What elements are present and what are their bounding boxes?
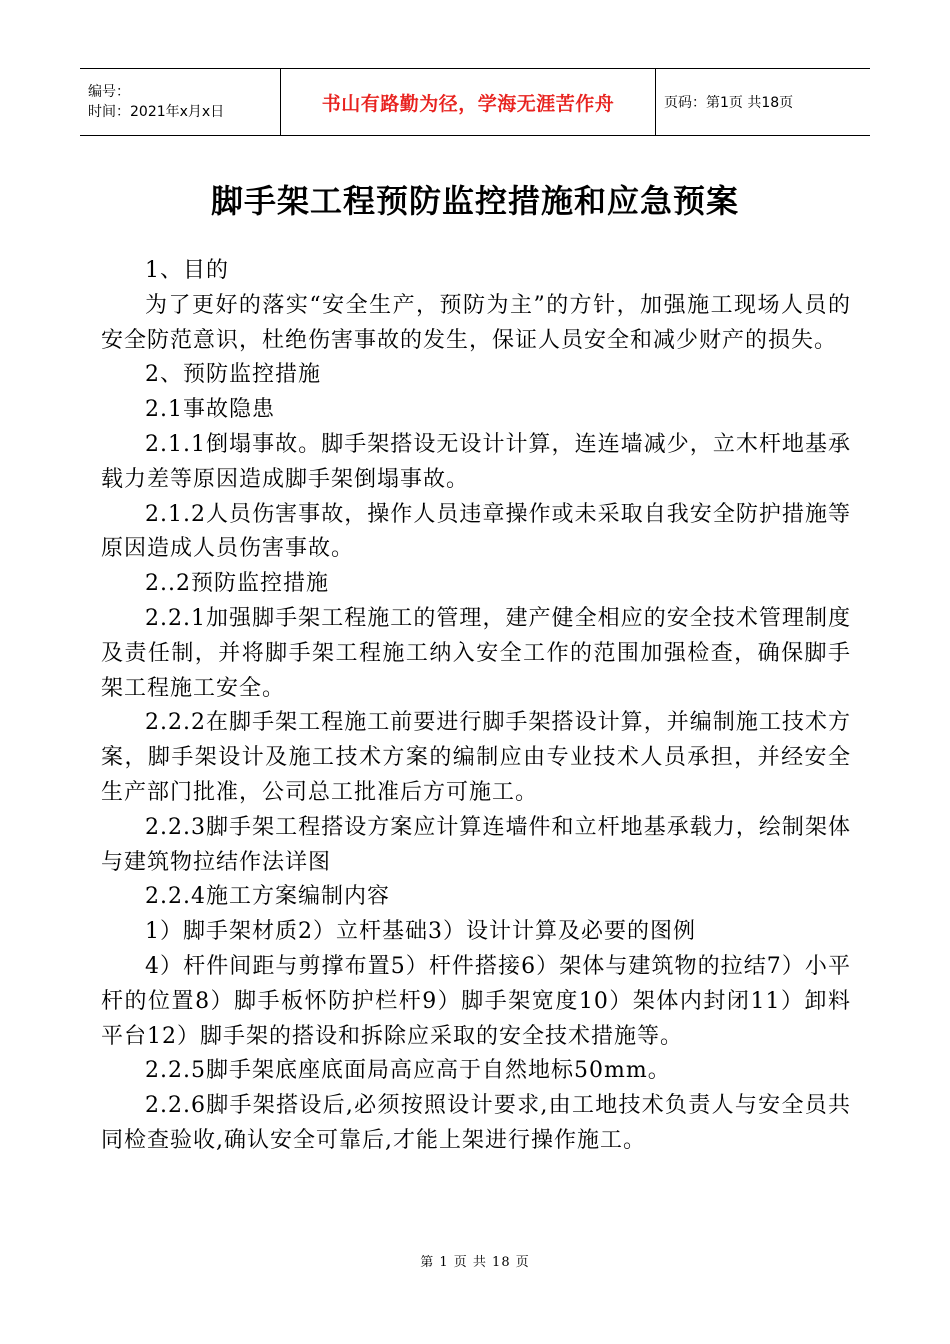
paragraph: 1、目的 — [145, 258, 229, 283]
document-body — [101, 254, 851, 1159]
page-footer: 第 1 页 共 18 页 — [420, 1255, 530, 1270]
header-motto-cell — [280, 69, 656, 135]
paragraph: 为了更好的落实“安全生产，预防为主”的方针，加强施工现场人员的安全防范意识，杜绝伤害事故的发生，保证人员安全和减少财产的损失。 — [101, 292, 851, 353]
paragraph: 4）杆件间距与剪撑布置5）杆件搭接6）架体与建筑物的拉结7）小平杆的位置8）脚手板怀防护栏杆9）脚手架宽度10）架体内封闭11）卸料平台12）脚手架的搭设和拆除应采取的安全技术措施等。 — [101, 953, 851, 1049]
paragraph: 2.2.1加强脚手架工程施工的管理，建产健全相应的安全技术管理制度及责任制，并将脚手架工程施工纳入安全工作的范围加强检查，确保脚手架工程施工安全。 — [101, 605, 851, 701]
page-header — [80, 68, 870, 136]
paragraph: 1）脚手架材质2）立杆基础3）设计计算及必要的图例 — [145, 919, 696, 945]
header-page-cell — [656, 69, 870, 135]
document-title: 脚手架工程预防监控措施和应急预案 — [210, 182, 739, 220]
paragraph: 2、预防监控措施 — [145, 362, 321, 388]
document-number-label: 编号： — [88, 84, 130, 100]
document-time-label: 时间：2021年x月x日 — [88, 104, 225, 120]
paragraph: 2.2.5脚手架底座底面局高应高于自然地标50mm。 — [145, 1058, 671, 1084]
header-meta — [80, 69, 280, 135]
paragraph: 2.1.1倒塌事故。脚手架搭设无设计计算，连连墙减少，立木杆地基承载力差等原因造成脚手架倒塌事故。 — [101, 431, 851, 492]
paragraph: 2.2.3脚手架工程搭设方案应计算连墙件和立杆地基承载力，绘制架体与建筑物拉结作法详图 — [101, 814, 851, 875]
paragraph: 2.1.2人员伤害事故，操作人员违章操作或未采取自我安全防护措施等原因造成人员伤害事故。 — [101, 501, 851, 562]
paragraph: 2..2预防监控措施 — [145, 571, 329, 597]
header-page-info: 页码：第1页 共18页 — [664, 95, 794, 111]
paragraph: 2.1事故隐患 — [145, 397, 275, 423]
paragraph: 2.2.6脚手架搭设后,必须按照设计要求,由工地技术负责人与安全员共同检查验收,确认安全可靠后,才能上架进行操作施工。 — [101, 1093, 851, 1153]
paragraph: 2.2.4施工方案编制内容 — [145, 884, 390, 910]
paragraph: 2.2.2在脚手架工程施工前要进行脚手架搭设计算，并编制施工技术方案，脚手架设计及施工技术方案的编制应由专业技术人员承担，并经安全生产部门批准，公司总工批准后方可施工。 — [101, 710, 851, 805]
header-motto: 书山有路勤为径，学海无涯苦作舟 — [321, 92, 615, 115]
